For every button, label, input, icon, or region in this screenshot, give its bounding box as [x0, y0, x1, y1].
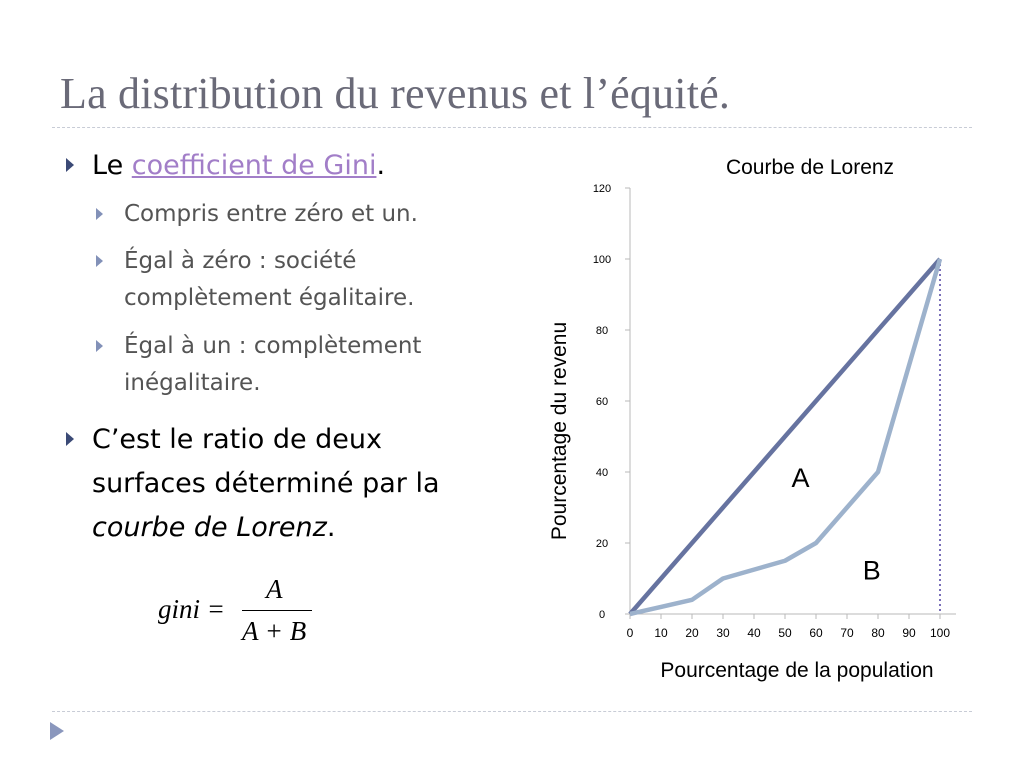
bullet-ratio-suffix: . — [326, 512, 336, 543]
y-axis-label: Pourcentage du revenu — [548, 321, 571, 541]
formula-denominator: A + B — [242, 616, 307, 646]
x-tick-label: 70 — [840, 626, 854, 640]
sub-bullet-zero — [124, 243, 414, 317]
title-divider — [52, 127, 972, 128]
sub-bullet-zero-line2: complètement égalitaire. — [124, 285, 415, 311]
next-slide-icon[interactable] — [50, 722, 64, 740]
x-tick-label: 40 — [747, 626, 761, 640]
sub-bullet-one-line1: Égal à un : complètement — [124, 333, 422, 359]
bullet-arrow-icon — [66, 432, 74, 446]
sub-bullet-one — [124, 328, 421, 402]
fraction-bar — [242, 610, 312, 611]
formula-numerator: A — [266, 574, 283, 604]
x-tick-label: 30 — [716, 626, 730, 640]
chart-title: Courbe de Lorenz — [725, 156, 895, 179]
sub-bullet-zero-line1: Égal à zéro : société — [124, 248, 357, 274]
y-tick-label: 20 — [595, 538, 609, 550]
footer-divider — [52, 711, 972, 712]
bullet-ratio-line2: surfaces déterminé par la — [92, 468, 440, 499]
slide-title: La distribution du revenus et l’équité. — [60, 69, 731, 118]
sub-bullet-arrow-icon — [96, 255, 103, 267]
y-tick-label: 0 — [598, 609, 606, 621]
sub-bullet-range-text: Compris entre zéro et un. — [124, 201, 418, 227]
bullet-ratio-line3 — [92, 506, 440, 550]
x-tick-label: 60 — [809, 626, 823, 640]
bullet-ratio — [92, 418, 440, 550]
formula-lhs: gini = — [158, 594, 225, 624]
bullet-arrow-icon — [66, 158, 74, 172]
x-tick-label: 100 — [929, 626, 951, 640]
sub-bullet-arrow-icon — [96, 340, 103, 352]
y-tick-label: 40 — [595, 467, 609, 479]
area-label-a: A — [791, 463, 810, 494]
x-tick-label: 80 — [871, 626, 885, 640]
sub-bullet-one-line2: inégalitaire. — [124, 370, 261, 396]
x-tick-label: 20 — [685, 626, 699, 640]
area-label-b: B — [862, 555, 881, 586]
x-tick-label: 10 — [654, 626, 668, 640]
y-tick-label: 80 — [595, 325, 609, 337]
y-tick-label: 60 — [595, 396, 609, 408]
y-tick-label: 100 — [592, 254, 612, 266]
lorenz-chart — [540, 150, 960, 690]
bullet-ratio-line1: C’est le ratio de deux — [92, 424, 382, 455]
gini-coefficient-link[interactable]: coefficient de Gini — [131, 150, 377, 181]
bullet-gini-suffix: . — [376, 150, 386, 181]
sub-bullet-range — [124, 196, 418, 233]
lorenz-curve-term: courbe de Lorenz — [92, 512, 327, 543]
x-tick-label: 90 — [902, 626, 916, 640]
bullet-gini — [92, 150, 385, 181]
y-tick-label: 120 — [592, 183, 612, 195]
x-axis-label: Pourcentage de la population — [660, 659, 934, 682]
bullet-gini-prefix: Le — [92, 150, 132, 181]
x-tick-label: 50 — [778, 626, 792, 640]
x-tick-label: 0 — [626, 626, 634, 640]
sub-bullet-arrow-icon — [96, 208, 103, 220]
